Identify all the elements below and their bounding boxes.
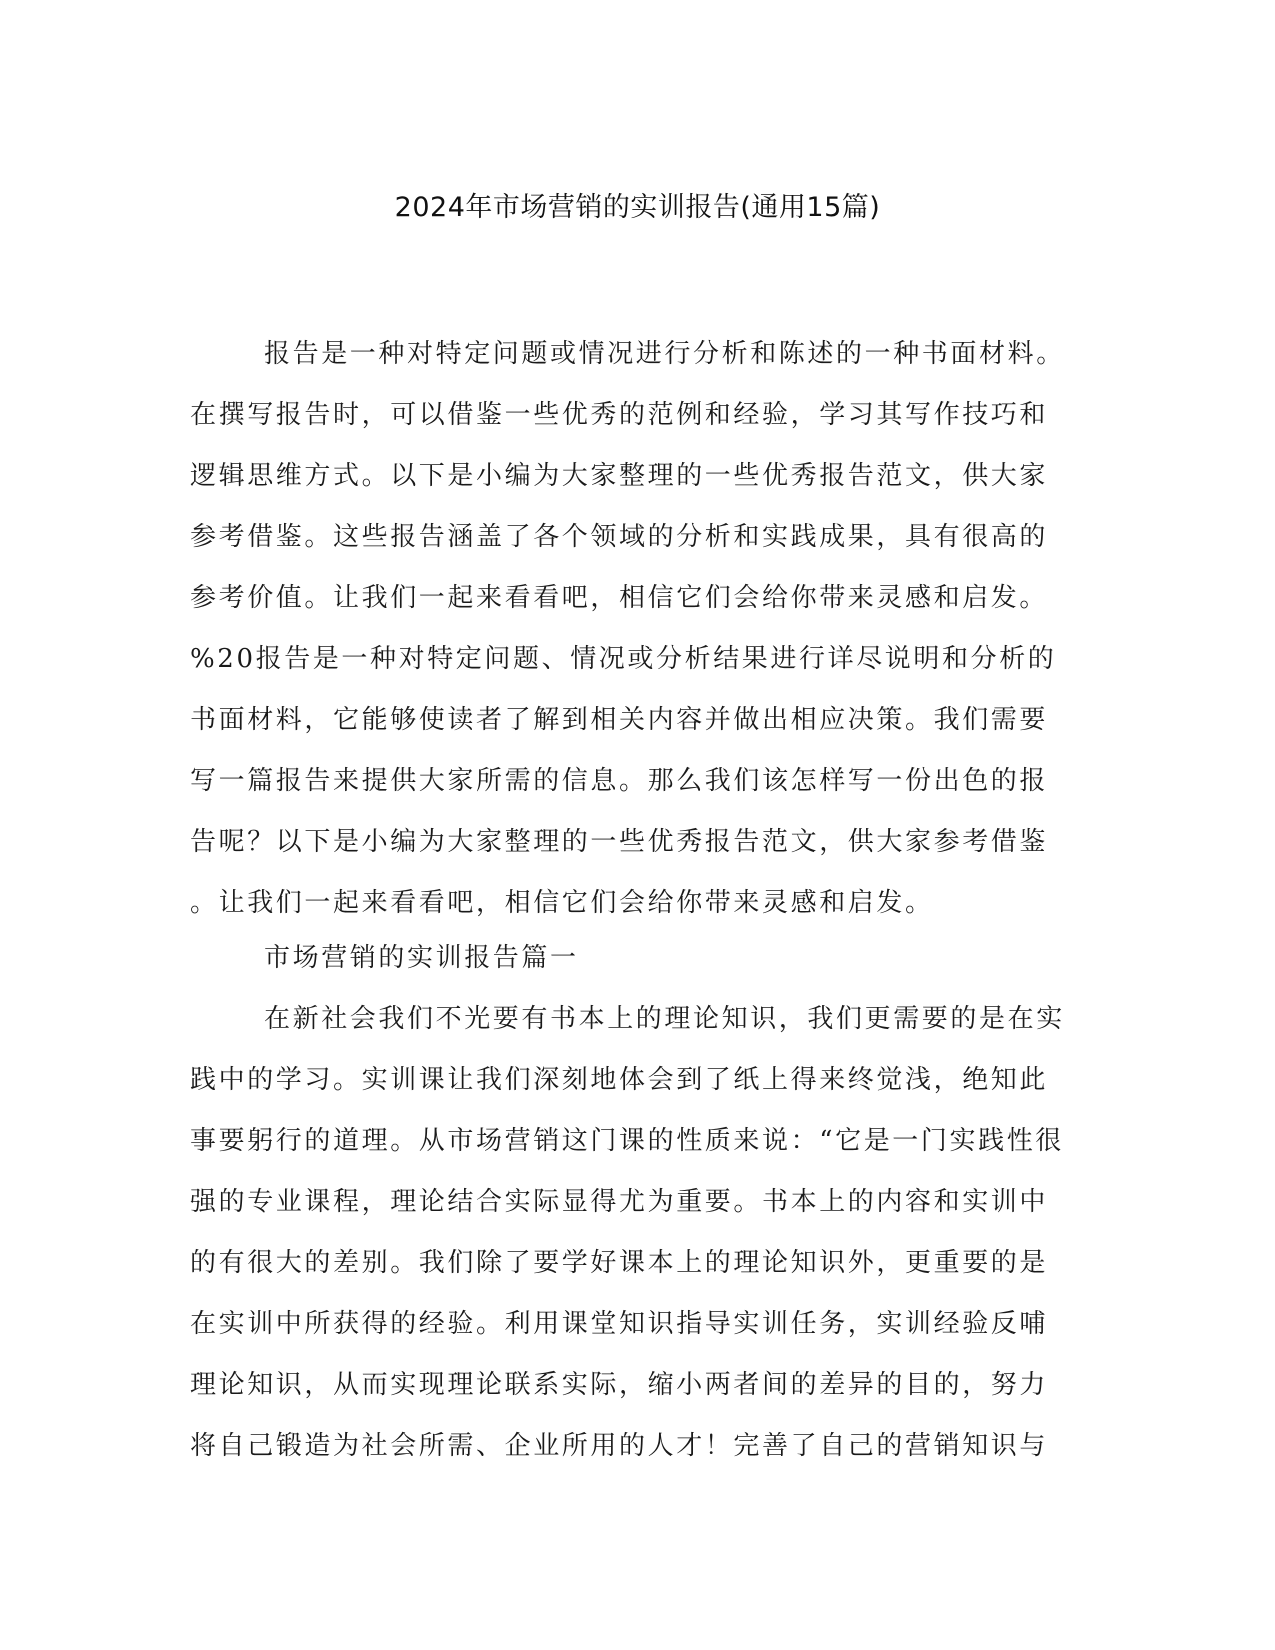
text-line: 的有很大的差别。我们除了要学好课本上的理论知识外，更重要的是 (190, 1248, 1049, 1278)
text-line: 在新社会我们不光要有书本上的理论知识，我们更需要的是在实 (264, 1004, 1065, 1034)
intro-paragraph (190, 324, 1080, 934)
section-heading (190, 928, 1080, 989)
text-line: 参考价值。让我们一起来看看吧，相信它们会给你带来灵感和启发。 (190, 583, 1049, 613)
text-line: 在撰写报告时，可以借鉴一些优秀的范例和经验，学习其写作技巧和 (190, 400, 1049, 430)
text-line: 在实训中所获得的经验。利用课堂知识指导实训任务，实训经验反哺 (190, 1309, 1049, 1339)
text-line: 。让我们一起来看看吧，相信它们会给你带来灵感和启发。 (190, 888, 934, 918)
text-line: 参考借鉴。这些报告涵盖了各个领域的分析和实践成果，具有很高的 (190, 522, 1049, 552)
text-line: 理论知识，从而实现理论联系实际，缩小两者间的差异的目的，努力 (190, 1370, 1049, 1400)
text-line: 事要躬行的道理。从市场营销这门课的性质来说：“它是一门实践性很 (190, 1126, 1064, 1156)
text-line: 将自己锻造为社会所需、企业所用的人才！完善了自己的营销知识与 (190, 1431, 1049, 1461)
text-line: 强的专业课程，理论结合实际显得尤为重要。书本上的内容和实训中 (190, 1187, 1049, 1217)
text-line: 写一篇报告来提供大家所需的信息。那么我们该怎样写一份出色的报 (190, 766, 1049, 796)
text-line: 书面材料，它能够使读者了解到相关内容并做出相应决策。我们需要 (190, 705, 1049, 735)
section-paragraph (190, 989, 1080, 1477)
text-line: 逻辑思维方式。以下是小编为大家整理的一些优秀报告范文，供大家 (190, 461, 1049, 491)
text-line: 报告是一种对特定问题或情况进行分析和陈述的一种书面材料。 (264, 339, 1065, 369)
text-line: 告呢？以下是小编为大家整理的一些优秀报告范文，供大家参考借鉴 (190, 827, 1049, 857)
text-line: 践中的学习。实训课让我们深刻地体会到了纸上得来终觉浅，绝知此 (190, 1065, 1049, 1095)
text-line: %20报告是一种对特定问题、情况或分析结果进行详尽说明和分析的 (190, 644, 1057, 674)
document-title: 2024年市场营销的实训报告(通用15篇) (394, 192, 881, 223)
section-heading-text: 市场营销的实训报告篇一 (264, 943, 579, 973)
